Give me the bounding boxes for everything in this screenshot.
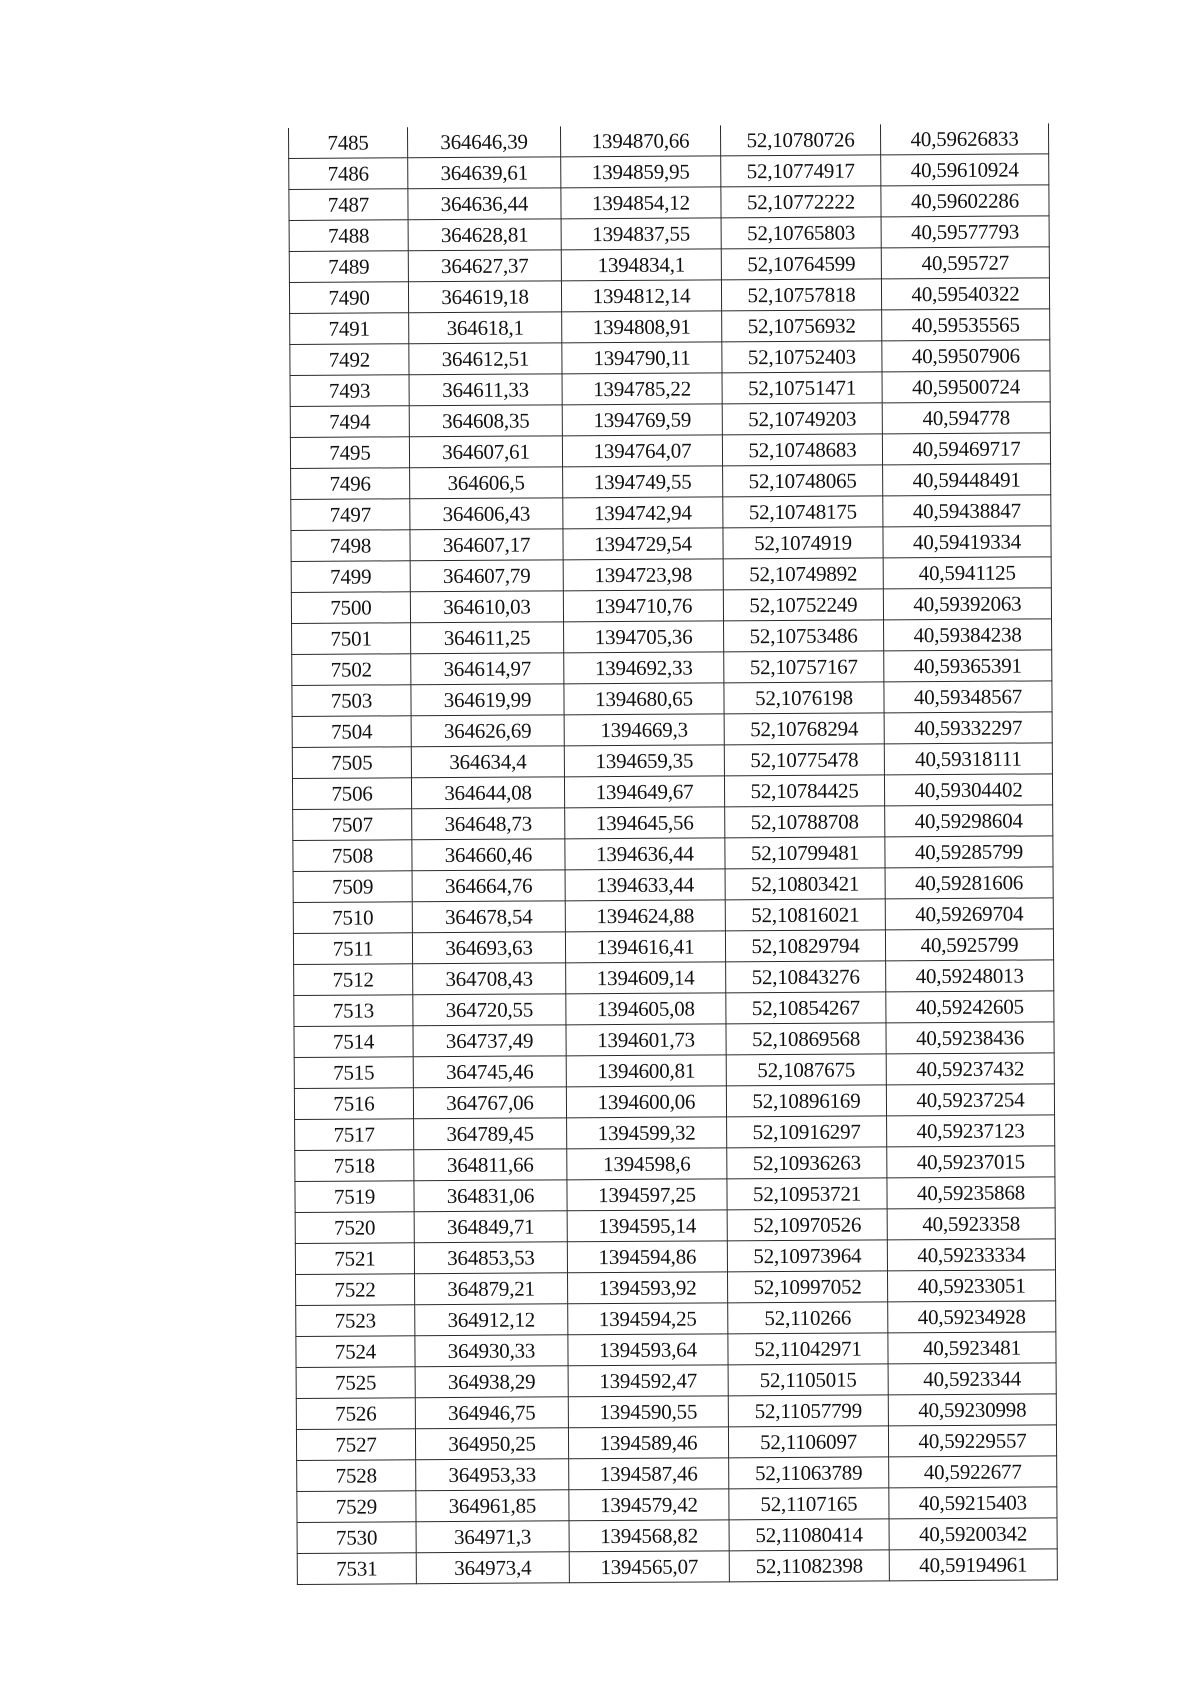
y-coordinate-cell: 1394587,46 bbox=[569, 1458, 729, 1490]
table-row bbox=[292, 774, 1052, 810]
x-coordinate-cell: 364611,25 bbox=[411, 622, 564, 654]
point-number-cell: 7487 bbox=[289, 189, 408, 221]
x-coordinate-cell: 364737,49 bbox=[413, 1025, 566, 1057]
latitude-cell: 52,10854267 bbox=[726, 992, 886, 1024]
x-coordinate-cell: 364693,63 bbox=[412, 932, 565, 964]
y-coordinate-cell: 1394645,56 bbox=[565, 807, 725, 839]
x-coordinate-cell: 364611,33 bbox=[409, 374, 562, 406]
longitude-cell: 40,59610924 bbox=[881, 154, 1049, 186]
x-coordinate-cell: 364607,61 bbox=[409, 436, 562, 468]
x-coordinate-cell: 364607,17 bbox=[410, 529, 563, 561]
y-coordinate-cell: 1394808,91 bbox=[562, 311, 722, 343]
longitude-cell: 40,59237015 bbox=[887, 1146, 1055, 1178]
x-coordinate-cell: 364628,81 bbox=[408, 219, 561, 251]
x-coordinate-cell: 364627,37 bbox=[408, 250, 561, 282]
table-row bbox=[293, 929, 1053, 965]
longitude-cell: 40,59215403 bbox=[889, 1487, 1057, 1519]
x-coordinate-cell: 364946,75 bbox=[415, 1397, 568, 1429]
point-number-cell: 7505 bbox=[292, 747, 411, 779]
y-coordinate-cell: 1394589,46 bbox=[568, 1427, 728, 1459]
x-coordinate-cell: 364973,4 bbox=[416, 1552, 569, 1584]
y-coordinate-cell: 1394592,47 bbox=[568, 1365, 728, 1397]
y-coordinate-cell: 1394692,33 bbox=[564, 652, 724, 684]
longitude-cell: 40,59230998 bbox=[888, 1394, 1056, 1426]
longitude-cell: 40,59348567 bbox=[884, 681, 1052, 713]
y-coordinate-cell: 1394649,67 bbox=[564, 776, 724, 808]
x-coordinate-cell: 364610,03 bbox=[410, 591, 563, 623]
x-coordinate-cell: 364606,5 bbox=[410, 467, 563, 499]
y-coordinate-cell: 1394705,36 bbox=[564, 621, 724, 653]
y-coordinate-cell: 1394568,82 bbox=[569, 1520, 729, 1552]
coordinates-table-container bbox=[288, 123, 1057, 1585]
longitude-cell: 40,59233334 bbox=[887, 1239, 1055, 1271]
x-coordinate-cell: 364849,71 bbox=[414, 1211, 567, 1243]
y-coordinate-cell: 1394659,35 bbox=[564, 745, 724, 777]
y-coordinate-cell: 1394598,6 bbox=[567, 1148, 727, 1180]
table-row bbox=[291, 588, 1051, 624]
latitude-cell: 52,10748065 bbox=[723, 465, 883, 497]
point-number-cell: 7514 bbox=[294, 1026, 413, 1058]
longitude-cell: 40,59229557 bbox=[888, 1425, 1056, 1457]
x-coordinate-cell: 364608,35 bbox=[409, 405, 562, 437]
table-row bbox=[291, 526, 1051, 562]
point-number-cell: 7502 bbox=[292, 654, 411, 686]
table-row bbox=[292, 650, 1052, 686]
y-coordinate-cell: 1394609,14 bbox=[566, 962, 726, 994]
longitude-cell: 40,59438847 bbox=[883, 495, 1051, 527]
point-number-cell: 7517 bbox=[295, 1119, 414, 1151]
x-coordinate-cell: 364660,46 bbox=[412, 839, 565, 871]
latitude-cell: 52,10752403 bbox=[722, 341, 882, 373]
table-row bbox=[297, 1549, 1057, 1585]
x-coordinate-cell: 364614,97 bbox=[411, 653, 564, 685]
point-number-cell: 7496 bbox=[291, 468, 410, 500]
longitude-cell: 40,59298604 bbox=[885, 805, 1053, 837]
point-number-cell: 7512 bbox=[294, 964, 413, 996]
table-row bbox=[289, 154, 1049, 190]
table-row bbox=[295, 1208, 1055, 1244]
latitude-cell: 52,10752249 bbox=[723, 589, 883, 621]
table-row bbox=[295, 1115, 1055, 1151]
longitude-cell: 40,59602286 bbox=[881, 185, 1049, 217]
table-row bbox=[289, 123, 1049, 158]
y-coordinate-cell: 1394742,94 bbox=[563, 497, 723, 529]
latitude-cell: 52,1107165 bbox=[729, 1488, 889, 1520]
y-coordinate-cell: 1394595,14 bbox=[567, 1210, 727, 1242]
longitude-cell: 40,59233051 bbox=[887, 1270, 1055, 1302]
table-row bbox=[292, 681, 1052, 717]
table-row bbox=[295, 1239, 1055, 1275]
table-row bbox=[293, 836, 1053, 872]
x-coordinate-cell: 364745,46 bbox=[413, 1056, 566, 1088]
point-number-cell: 7526 bbox=[296, 1398, 415, 1430]
x-coordinate-cell: 364626,69 bbox=[411, 715, 564, 747]
y-coordinate-cell: 1394790,11 bbox=[562, 342, 722, 374]
point-number-cell: 7528 bbox=[297, 1460, 416, 1492]
x-coordinate-cell: 364953,33 bbox=[416, 1459, 569, 1491]
latitude-cell: 52,10816021 bbox=[725, 899, 885, 931]
latitude-cell: 52,10896169 bbox=[726, 1085, 886, 1117]
longitude-cell: 40,5923358 bbox=[887, 1208, 1055, 1240]
point-number-cell: 7509 bbox=[293, 871, 412, 903]
x-coordinate-cell: 364811,66 bbox=[414, 1149, 567, 1181]
point-number-cell: 7513 bbox=[294, 995, 413, 1027]
y-coordinate-cell: 1394785,22 bbox=[562, 373, 722, 405]
table-row bbox=[296, 1332, 1056, 1368]
longitude-cell: 40,59448491 bbox=[883, 464, 1051, 496]
point-number-cell: 7520 bbox=[295, 1212, 414, 1244]
point-number-cell: 7488 bbox=[289, 220, 408, 252]
longitude-cell: 40,5941125 bbox=[883, 557, 1051, 589]
table-row bbox=[293, 805, 1053, 841]
y-coordinate-cell: 1394680,65 bbox=[564, 683, 724, 715]
y-coordinate-cell: 1394859,95 bbox=[561, 156, 721, 188]
x-coordinate-cell: 364938,29 bbox=[415, 1366, 568, 1398]
table-row bbox=[297, 1456, 1057, 1492]
latitude-cell: 52,10997052 bbox=[727, 1271, 887, 1303]
x-coordinate-cell: 364644,08 bbox=[411, 777, 564, 809]
latitude-cell: 52,10970526 bbox=[727, 1209, 887, 1241]
longitude-cell: 40,59269704 bbox=[885, 898, 1053, 930]
point-number-cell: 7497 bbox=[291, 499, 410, 531]
latitude-cell: 52,10774917 bbox=[721, 155, 881, 187]
point-number-cell: 7510 bbox=[293, 902, 412, 934]
y-coordinate-cell: 1394812,14 bbox=[561, 280, 721, 312]
latitude-cell: 52,10757818 bbox=[721, 279, 881, 311]
y-coordinate-cell: 1394633,44 bbox=[565, 869, 725, 901]
point-number-cell: 7527 bbox=[296, 1429, 415, 1461]
table-row bbox=[290, 309, 1050, 345]
table-row bbox=[294, 960, 1054, 996]
longitude-cell: 40,59194961 bbox=[889, 1549, 1057, 1581]
longitude-cell: 40,59234928 bbox=[888, 1301, 1056, 1333]
latitude-cell: 52,1105015 bbox=[728, 1364, 888, 1396]
y-coordinate-cell: 1394764,07 bbox=[562, 435, 722, 467]
latitude-cell: 52,1106097 bbox=[728, 1426, 888, 1458]
y-coordinate-cell: 1394769,59 bbox=[562, 404, 722, 436]
longitude-cell: 40,59285799 bbox=[885, 836, 1053, 868]
table-row bbox=[292, 712, 1052, 748]
longitude-cell: 40,594778 bbox=[882, 402, 1050, 434]
latitude-cell: 52,10764599 bbox=[721, 248, 881, 280]
x-coordinate-cell: 364950,25 bbox=[415, 1428, 568, 1460]
point-number-cell: 7525 bbox=[296, 1367, 415, 1399]
point-number-cell: 7491 bbox=[290, 313, 409, 345]
y-coordinate-cell: 1394729,54 bbox=[563, 528, 723, 560]
y-coordinate-cell: 1394636,44 bbox=[565, 838, 725, 870]
y-coordinate-cell: 1394605,08 bbox=[566, 993, 726, 1025]
y-coordinate-cell: 1394565,07 bbox=[569, 1551, 729, 1583]
x-coordinate-cell: 364961,85 bbox=[416, 1490, 569, 1522]
longitude-cell: 40,59384238 bbox=[884, 619, 1052, 651]
point-number-cell: 7506 bbox=[292, 778, 411, 810]
x-coordinate-cell: 364912,12 bbox=[415, 1304, 568, 1336]
longitude-cell: 40,59540322 bbox=[881, 278, 1049, 310]
latitude-cell: 52,10803421 bbox=[725, 868, 885, 900]
latitude-cell: 52,1087675 bbox=[726, 1054, 886, 1086]
point-number-cell: 7486 bbox=[289, 158, 408, 190]
longitude-cell: 40,59332297 bbox=[884, 712, 1052, 744]
y-coordinate-cell: 1394624,88 bbox=[565, 900, 725, 932]
x-coordinate-cell: 364930,33 bbox=[415, 1335, 568, 1367]
table-row bbox=[296, 1363, 1056, 1399]
x-coordinate-cell: 364607,79 bbox=[410, 560, 563, 592]
y-coordinate-cell: 1394870,66 bbox=[560, 125, 720, 156]
latitude-cell: 52,10973964 bbox=[727, 1240, 887, 1272]
table-row bbox=[294, 1084, 1054, 1120]
latitude-cell: 52,10799481 bbox=[725, 837, 885, 869]
x-coordinate-cell: 364678,54 bbox=[412, 901, 565, 933]
table-row bbox=[291, 495, 1051, 531]
longitude-cell: 40,59248013 bbox=[886, 960, 1054, 992]
longitude-cell: 40,59242605 bbox=[886, 991, 1054, 1023]
point-number-cell: 7523 bbox=[296, 1305, 415, 1337]
x-coordinate-cell: 364636,44 bbox=[408, 188, 561, 220]
latitude-cell: 52,10916297 bbox=[727, 1116, 887, 1148]
table-row bbox=[297, 1518, 1057, 1554]
latitude-cell: 52,10765803 bbox=[721, 217, 881, 249]
point-number-cell: 7501 bbox=[292, 623, 411, 655]
longitude-cell: 40,59200342 bbox=[889, 1518, 1057, 1550]
x-coordinate-cell: 364720,55 bbox=[413, 994, 566, 1026]
y-coordinate-cell: 1394597,25 bbox=[567, 1179, 727, 1211]
y-coordinate-cell: 1394600,06 bbox=[566, 1086, 726, 1118]
latitude-cell: 52,10749892 bbox=[723, 558, 883, 590]
table-row bbox=[292, 619, 1052, 655]
longitude-cell: 40,59237123 bbox=[887, 1115, 1055, 1147]
point-number-cell: 7529 bbox=[297, 1491, 416, 1523]
y-coordinate-cell: 1394616,41 bbox=[565, 931, 725, 963]
longitude-cell: 40,59238436 bbox=[886, 1022, 1054, 1054]
point-number-cell: 7522 bbox=[296, 1274, 415, 1306]
x-coordinate-cell: 364612,51 bbox=[409, 343, 562, 375]
table-row bbox=[296, 1270, 1056, 1306]
x-coordinate-cell: 364646,39 bbox=[407, 126, 560, 157]
y-coordinate-cell: 1394599,32 bbox=[567, 1117, 727, 1149]
table-row bbox=[290, 433, 1050, 469]
y-coordinate-cell: 1394601,73 bbox=[566, 1024, 726, 1056]
point-number-cell: 7503 bbox=[292, 685, 411, 717]
table-row bbox=[295, 1177, 1055, 1213]
y-coordinate-cell: 1394593,92 bbox=[567, 1272, 727, 1304]
latitude-cell: 52,10780726 bbox=[720, 124, 880, 155]
y-coordinate-cell: 1394854,12 bbox=[561, 187, 721, 219]
x-coordinate-cell: 364831,06 bbox=[414, 1180, 567, 1212]
table-row bbox=[297, 1487, 1057, 1523]
y-coordinate-cell: 1394834,1 bbox=[561, 249, 721, 281]
x-coordinate-cell: 364767,06 bbox=[413, 1087, 566, 1119]
latitude-cell: 52,10757167 bbox=[724, 651, 884, 683]
table-row bbox=[294, 991, 1054, 1027]
y-coordinate-cell: 1394723,98 bbox=[563, 559, 723, 591]
latitude-cell: 52,11042971 bbox=[728, 1333, 888, 1365]
coordinates-table bbox=[288, 123, 1058, 1585]
x-coordinate-cell: 364618,1 bbox=[409, 312, 562, 344]
latitude-cell: 52,10953721 bbox=[727, 1178, 887, 1210]
longitude-cell: 40,59535565 bbox=[882, 309, 1050, 341]
x-coordinate-cell: 364634,4 bbox=[411, 746, 564, 778]
x-coordinate-cell: 364971,3 bbox=[416, 1521, 569, 1553]
x-coordinate-cell: 364619,99 bbox=[411, 684, 564, 716]
point-number-cell: 7495 bbox=[290, 437, 409, 469]
table-row bbox=[294, 1022, 1054, 1058]
table-row bbox=[291, 464, 1051, 500]
y-coordinate-cell: 1394749,55 bbox=[563, 466, 723, 498]
table-row bbox=[290, 371, 1050, 407]
longitude-cell: 40,59469717 bbox=[882, 433, 1050, 465]
point-number-cell: 7504 bbox=[292, 716, 411, 748]
point-number-cell: 7511 bbox=[293, 933, 412, 965]
point-number-cell: 7493 bbox=[290, 375, 409, 407]
latitude-cell: 52,11063789 bbox=[729, 1457, 889, 1489]
y-coordinate-cell: 1394590,55 bbox=[568, 1396, 728, 1428]
longitude-cell: 40,59318111 bbox=[884, 743, 1052, 775]
latitude-cell: 52,11082398 bbox=[729, 1550, 889, 1582]
point-number-cell: 7485 bbox=[289, 127, 408, 158]
table-row bbox=[295, 1146, 1055, 1182]
latitude-cell: 52,1074919 bbox=[723, 527, 883, 559]
latitude-cell: 52,10784425 bbox=[724, 775, 884, 807]
latitude-cell: 52,10772222 bbox=[721, 186, 881, 218]
longitude-cell: 40,59419334 bbox=[883, 526, 1051, 558]
point-number-cell: 7519 bbox=[295, 1181, 414, 1213]
latitude-cell: 52,10751471 bbox=[722, 372, 882, 404]
point-number-cell: 7498 bbox=[291, 530, 410, 562]
x-coordinate-cell: 364639,61 bbox=[408, 157, 561, 189]
latitude-cell: 52,10843276 bbox=[726, 961, 886, 993]
table-row bbox=[293, 898, 1053, 934]
x-coordinate-cell: 364853,53 bbox=[414, 1242, 567, 1274]
longitude-cell: 40,59392063 bbox=[883, 588, 1051, 620]
point-number-cell: 7494 bbox=[290, 406, 409, 438]
point-number-cell: 7531 bbox=[297, 1553, 416, 1585]
table-row bbox=[290, 340, 1050, 376]
latitude-cell: 52,10829794 bbox=[725, 930, 885, 962]
point-number-cell: 7518 bbox=[295, 1150, 414, 1182]
point-number-cell: 7524 bbox=[296, 1336, 415, 1368]
point-number-cell: 7500 bbox=[291, 592, 410, 624]
point-number-cell: 7516 bbox=[294, 1088, 413, 1120]
point-number-cell: 7515 bbox=[294, 1057, 413, 1089]
table-row bbox=[294, 1053, 1054, 1089]
y-coordinate-cell: 1394710,76 bbox=[563, 590, 723, 622]
longitude-cell: 40,59577793 bbox=[881, 216, 1049, 248]
x-coordinate-cell: 364664,76 bbox=[412, 870, 565, 902]
y-coordinate-cell: 1394600,81 bbox=[566, 1055, 726, 1087]
longitude-cell: 40,59237432 bbox=[886, 1053, 1054, 1085]
longitude-cell: 40,59235868 bbox=[887, 1177, 1055, 1209]
longitude-cell: 40,59626833 bbox=[880, 123, 1048, 155]
table-row bbox=[291, 557, 1051, 593]
table-row bbox=[296, 1425, 1056, 1461]
latitude-cell: 52,11080414 bbox=[729, 1519, 889, 1551]
table-row bbox=[293, 867, 1053, 903]
y-coordinate-cell: 1394579,42 bbox=[569, 1489, 729, 1521]
y-coordinate-cell: 1394594,25 bbox=[568, 1303, 728, 1335]
longitude-cell: 40,5922677 bbox=[889, 1456, 1057, 1488]
latitude-cell: 52,10788708 bbox=[725, 806, 885, 838]
x-coordinate-cell: 364648,73 bbox=[412, 808, 565, 840]
point-number-cell: 7499 bbox=[291, 561, 410, 593]
longitude-cell: 40,59281606 bbox=[885, 867, 1053, 899]
longitude-cell: 40,59507906 bbox=[882, 340, 1050, 372]
point-number-cell: 7508 bbox=[293, 840, 412, 872]
table-row bbox=[292, 743, 1052, 779]
point-number-cell: 7492 bbox=[290, 344, 409, 376]
point-number-cell: 7489 bbox=[289, 251, 408, 283]
point-number-cell: 7507 bbox=[293, 809, 412, 841]
x-coordinate-cell: 364879,21 bbox=[415, 1273, 568, 1305]
y-coordinate-cell: 1394593,64 bbox=[568, 1334, 728, 1366]
latitude-cell: 52,10756932 bbox=[722, 310, 882, 342]
latitude-cell: 52,110266 bbox=[728, 1302, 888, 1334]
latitude-cell: 52,1076198 bbox=[724, 682, 884, 714]
latitude-cell: 52,10869568 bbox=[726, 1023, 886, 1055]
longitude-cell: 40,5925799 bbox=[885, 929, 1053, 961]
x-coordinate-cell: 364708,43 bbox=[413, 963, 566, 995]
longitude-cell: 40,59500724 bbox=[882, 371, 1050, 403]
longitude-cell: 40,5923481 bbox=[888, 1332, 1056, 1364]
table-row bbox=[289, 185, 1049, 221]
coordinates-table-body bbox=[289, 123, 1058, 1584]
table-row bbox=[289, 278, 1049, 314]
x-coordinate-cell: 364606,43 bbox=[410, 498, 563, 530]
latitude-cell: 52,10936263 bbox=[727, 1147, 887, 1179]
y-coordinate-cell: 1394837,55 bbox=[561, 218, 721, 250]
y-coordinate-cell: 1394669,3 bbox=[564, 714, 724, 746]
table-row bbox=[289, 216, 1049, 252]
table-row bbox=[289, 247, 1049, 283]
longitude-cell: 40,595727 bbox=[881, 247, 1049, 279]
point-number-cell: 7530 bbox=[297, 1522, 416, 1554]
table-row bbox=[290, 402, 1050, 438]
longitude-cell: 40,59304402 bbox=[884, 774, 1052, 806]
latitude-cell: 52,10748175 bbox=[723, 496, 883, 528]
point-number-cell: 7490 bbox=[289, 282, 408, 314]
latitude-cell: 52,11057799 bbox=[728, 1395, 888, 1427]
latitude-cell: 52,10748683 bbox=[722, 434, 882, 466]
x-coordinate-cell: 364789,45 bbox=[414, 1118, 567, 1150]
latitude-cell: 52,10768294 bbox=[724, 713, 884, 745]
table-row bbox=[296, 1301, 1056, 1337]
table-row bbox=[296, 1394, 1056, 1430]
y-coordinate-cell: 1394594,86 bbox=[567, 1241, 727, 1273]
longitude-cell: 40,59237254 bbox=[886, 1084, 1054, 1116]
x-coordinate-cell: 364619,18 bbox=[408, 281, 561, 313]
longitude-cell: 40,59365391 bbox=[884, 650, 1052, 682]
latitude-cell: 52,10749203 bbox=[722, 403, 882, 435]
longitude-cell: 40,5923344 bbox=[888, 1363, 1056, 1395]
point-number-cell: 7521 bbox=[295, 1243, 414, 1275]
latitude-cell: 52,10753486 bbox=[724, 620, 884, 652]
latitude-cell: 52,10775478 bbox=[724, 744, 884, 776]
